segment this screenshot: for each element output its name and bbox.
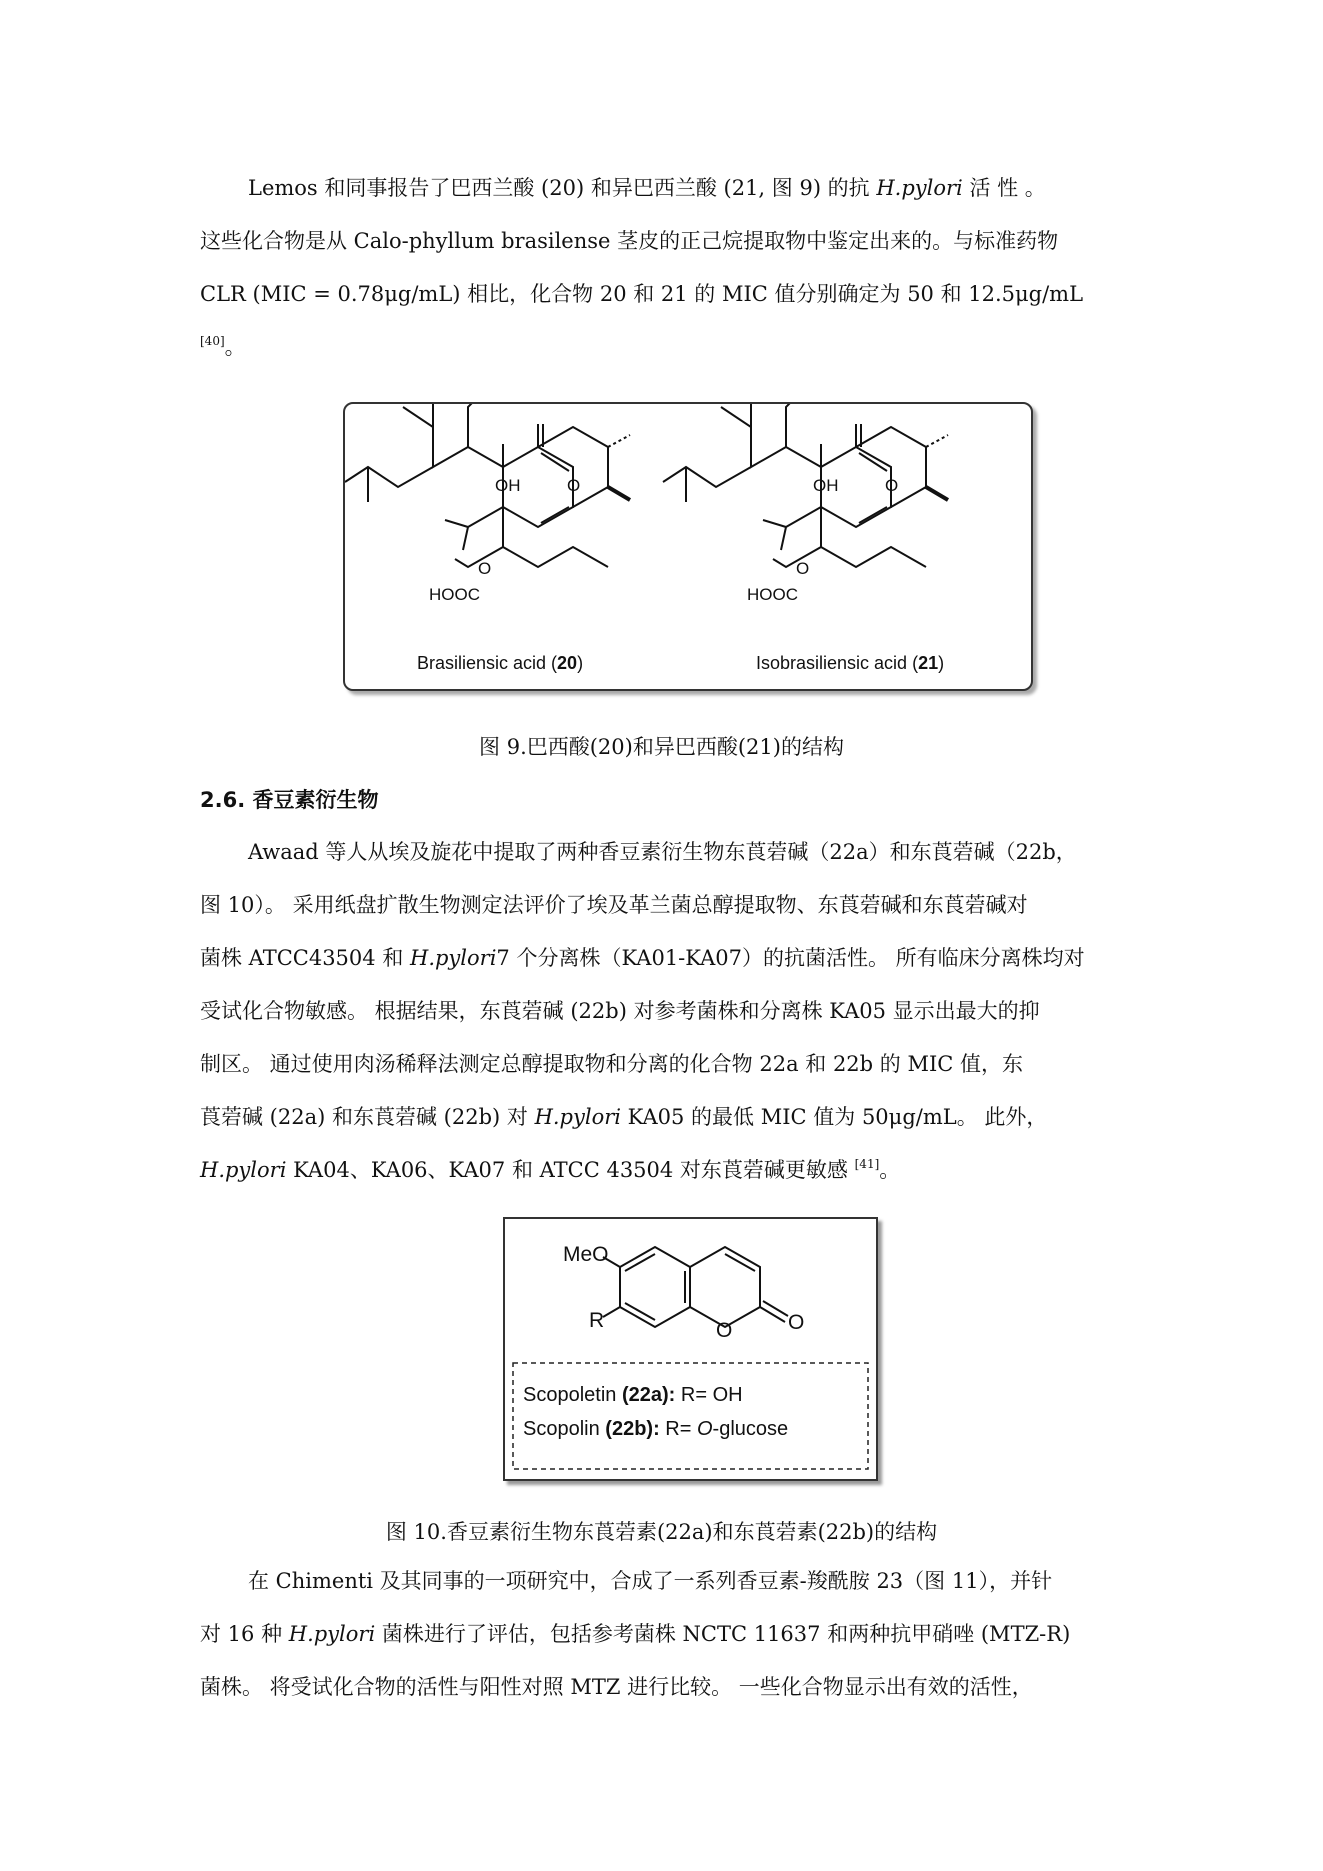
figure-10-caption: 图 10.香豆素衍生物东莨菪素(22a)和东莨菪素(22b)的结构 <box>385 1520 938 1544</box>
figure-9-caption: 图 9.巴西酸(20)和异巴西酸(21)的结构 <box>479 735 844 759</box>
citation-40: [40] <box>200 334 225 348</box>
oxygen-label-21b: O <box>796 559 810 578</box>
paragraph-1-line-4: [40]。 <box>200 334 246 359</box>
substituent-legend-box <box>513 1363 868 1469</box>
citation-41: [41] <box>854 1157 880 1171</box>
figure-9-box <box>343 402 1033 691</box>
paragraph-2-line-7: H.pylori KA04、KA06、KA07 和 ATCC 43504 对东莨菪碱更敏感 [41]。 <box>200 1157 901 1182</box>
paragraph-2-line-6: 莨菪碱 (22a) 和东莨菪碱 (22b) 对 H.pylori KA05 的最低 MIC 值为 50μg/mL。 此外， <box>200 1105 1048 1129</box>
figure-10-structure <box>505 1219 876 1479</box>
paragraph-3-line-3: 菌株。 将受试化合物的活性与阳性对照 MTZ 进行比较。 一些化合物显示出有效的活性， <box>200 1675 1033 1699</box>
scopolin-label: Scopolin (22b): R= O-glucose <box>523 1418 789 1440</box>
isobrasiliensic-acid-label: Isobrasiliensic acid (21) <box>756 653 945 673</box>
coumarin-structure <box>603 1247 788 1327</box>
paragraph-1 <box>200 162 1128 374</box>
paragraph-2-line-2: 图 10）。 采用纸盘扩散生物测定法评价了埃及革兰菌总醇提取物、东莨菪碱和东莨菪碱对 <box>200 893 1028 917</box>
oh-label-21: OH <box>813 476 839 495</box>
paragraph-1-line-3: CLR (MIC = 0.78μg/mL) 相比，化合物 20 和 21 的 MIC 值分别确定为 50 和 12.5μg/mL <box>200 282 1084 306</box>
paragraph-3-line-2: 对 16 种 H.pylori 菌株进行了评估，包括参考菌株 NCTC 11637 和两种抗甲硝唑 (MTZ-R) <box>200 1622 1071 1646</box>
section-heading: 2.6. 香豆素衍生物 <box>200 788 379 812</box>
isobrasiliensic-acid-structure <box>663 404 948 567</box>
r-label: R <box>589 1309 605 1332</box>
paragraph-2-line-3: 菌株 ATCC43504 和 H.pylori7 个分离株（KA01-KA07）的抗菌活性。 所有临床分离株均对 <box>200 946 1085 970</box>
oh-label-20: OH <box>495 476 521 495</box>
meo-label: MeO <box>563 1243 609 1266</box>
scopoletin-label: Scopoletin (22a): R= OH <box>523 1384 743 1406</box>
paragraph-2 <box>200 826 1128 1197</box>
paragraph-1-line-2: 这些化合物是从 Calo-phyllum brasilense 茎皮的正己烷提取物中鉴定出来的。与标准药物 <box>200 229 1059 253</box>
paragraph-3 <box>200 1555 1128 1714</box>
paragraph-2-line-1: Awaad 等人从埃及旋花中提取了两种香豆素衍生物东莨菪碱（22a）和东莨菪碱（22b， <box>248 840 1077 864</box>
ring-oxygen-label: O <box>716 1319 733 1342</box>
paragraph-2-line-4: 受试化合物敏感。 根据结果，东莨菪碱 (22b) 对参考菌株和分离株 KA05 显示出最大的抑 <box>200 999 1040 1023</box>
figure-10-box <box>503 1217 878 1481</box>
brasiliensic-acid-label: Brasiliensic acid (20) <box>417 653 584 673</box>
oxygen-label-21: O <box>885 476 899 495</box>
hooc-label-20: HOOC <box>429 585 480 604</box>
oxygen-label-20: O <box>567 476 581 495</box>
oxygen-label-20b: O <box>478 559 492 578</box>
carbonyl-oxygen-label: O <box>788 1311 805 1334</box>
paragraph-3-line-1: 在 Chimenti 及其同事的一项研究中，合成了一系列香豆素-羧酰胺 23（图 11），并针 <box>248 1569 1053 1593</box>
figure-9-structures <box>345 404 1031 689</box>
brasiliensic-acid-structure <box>345 404 630 567</box>
hooc-label-21: HOOC <box>747 585 798 604</box>
paragraph-1-line-1: Lemos 和同事报告了巴西兰酸 (20) 和异巴西兰酸 (21, 图 9) 的抗 H.pylori 活 性 。 <box>248 176 1046 200</box>
paragraph-2-line-5: 制区。 通过使用肉汤稀释法测定总醇提取物和分离的化合物 22a 和 22b 的 MIC 值，东 <box>200 1052 1023 1076</box>
